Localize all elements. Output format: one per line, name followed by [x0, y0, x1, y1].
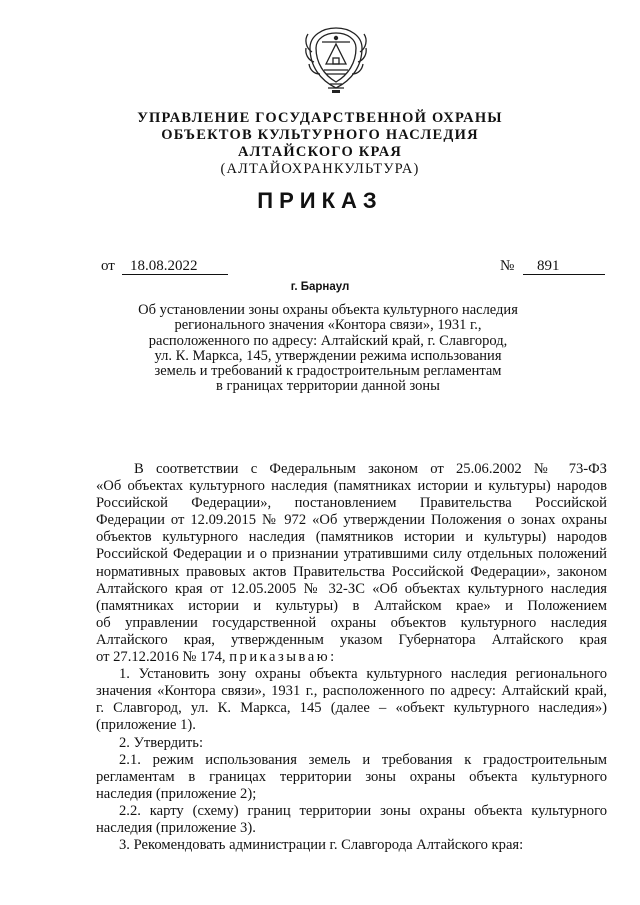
order-title-line: земель и требований к градостроительным регламентам — [154, 363, 502, 380]
item-2-2-line: 2.2. карту (схему) границ территории зоны охраны объекта культурного — [119, 802, 607, 819]
preamble-line: Федерации от 12.09.2015 № 972 «Об утверждении Положения о зонах охраны — [96, 512, 607, 529]
organization-name-line-3: АЛТАЙСКОГО КРАЯ — [237, 144, 403, 160]
item-2-heading: 2. Утвердить: — [119, 734, 204, 751]
coat-of-arms-icon — [296, 18, 376, 98]
order-title-line: регионального значения «Контора связи», 1931 г., — [174, 317, 482, 334]
preamble-line: (памятниках истории и культуры) в Алтайском крае» и Положением — [96, 597, 607, 614]
preamble-line: Алтайского края, утвержденным указом Губернатора Алтайского края — [96, 631, 607, 648]
preamble-line: Алтайского края от 12.05.2005 № 32-ЗС «Об объектах культурного наследия — [96, 580, 607, 597]
city-label: г. Барнаул — [290, 281, 350, 293]
preamble-line: объектов культурного наследия (памятников истории и культуры) народов — [96, 529, 607, 546]
order-title-line: в границах территории данной зоны — [216, 378, 440, 395]
order-title — [128, 303, 528, 395]
document-type-title: ПРИКАЗ — [257, 188, 383, 213]
preamble-line: «Об объектах культурного наследия (памятниках истории и культуры) народов — [96, 478, 607, 495]
item-2-1-line: регламентам в границах территории зоны охраны объекта культурного — [96, 768, 607, 785]
preamble-decree-ref: от 27.12.2016 № 174, — [96, 649, 226, 666]
preamble-line: Российской Федерации и о признании утратившими силу отдельных положений — [96, 546, 607, 563]
preamble-last-line — [96, 649, 607, 666]
document-date: 18.08.2022 — [122, 258, 228, 275]
item-3-line: 3. Рекомендовать администрации г. Славгорода Алтайского края: — [119, 837, 524, 854]
item-1-line: значения «Контора связи», 1931 г., расположенного по адресу: Алтайский край, — [96, 683, 607, 700]
preamble-line: нормативных правовых актов Правительства Российской Федерации», законом — [96, 563, 607, 580]
order-title-line: Об установлении зоны охраны объекта культурного наследия — [138, 302, 518, 318]
preamble-line: об управлении государственной охраны объектов культурного наследия — [96, 614, 607, 631]
organization-name-line-1: УПРАВЛЕНИЕ ГОСУДАРСТВЕННОЙ ОХРАНЫ — [137, 110, 503, 126]
item-2-1-last-line: наследия (приложение 2); — [96, 785, 257, 802]
item-1-last-line: (приложение 1). — [96, 717, 196, 734]
order-verb: приказываю: — [229, 649, 337, 666]
document-number: 891 — [523, 258, 605, 275]
date-prefix: от — [101, 258, 115, 274]
order-title-line: расположенного по адресу: Алтайский край, г. Славгород, — [148, 332, 508, 349]
preamble-line: В соответствии с Федеральным законом от 25.06.2002 № 73-ФЗ — [134, 461, 607, 477]
organization-abbreviation: (АЛТАЙОХРАНКУЛЬТУРА) — [220, 161, 420, 177]
item-2-2-last-line: наследия (приложение 3). — [96, 819, 256, 836]
item-2-1-line: 2.1. режим использования земель и требования к градостроительным — [119, 751, 607, 768]
preamble-line: Российской Федерации», постановлением Правительства Российской — [96, 495, 607, 512]
item-1-line: г. Славгород, ул. К. Маркса, 145 (далее – «объект культурного наследия») — [96, 700, 607, 717]
item-1-line: 1. Установить зону охраны объекта культурного наследия регионального — [119, 666, 607, 683]
number-sign: № — [500, 258, 515, 274]
organization-name-line-2: ОБЪЕКТОВ КУЛЬТУРНОГО НАСЛЕДИЯ — [161, 127, 479, 143]
order-title-line: ул. К. Маркса, 145, утверждении режима использования — [154, 347, 502, 364]
order-body — [96, 461, 607, 854]
